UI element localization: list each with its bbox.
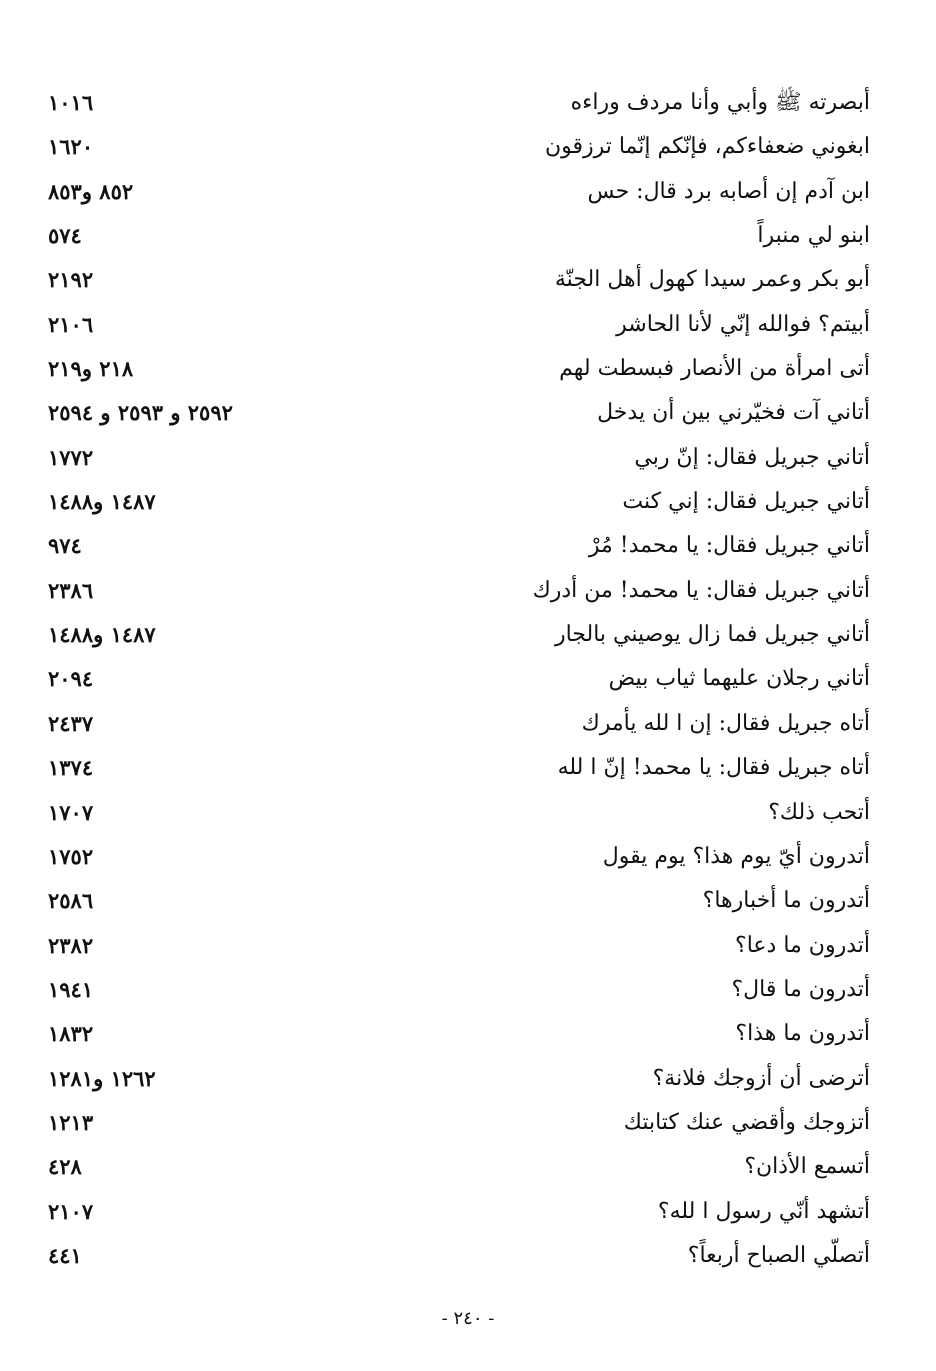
index-row: [0, 792, 936, 836]
hadith-text: أتدرون ما قال؟: [731, 976, 870, 1002]
hadith-reference: ١٩٤١: [48, 976, 94, 1002]
hadith-reference: ١٤٨٧ و١٤٨٨: [48, 489, 156, 515]
hadith-text: ابن آدم إن أصابه برد قال: حس: [587, 178, 870, 204]
index-row: [0, 1013, 936, 1057]
hadith-text: أتاني رجلان عليهما ثياب بيض: [608, 666, 870, 692]
hadith-text: أتزوجك وأقضي عنك كتابتك: [623, 1109, 870, 1135]
hadith-text: أبصرته ﷺ وأبي وأنا مردف وراءه: [570, 90, 870, 115]
index-row: [0, 614, 936, 658]
index-row: [0, 1058, 936, 1102]
hadith-reference: ١٣٧٤: [48, 755, 94, 781]
hadith-text: أتاني جبريل فقال: يا محمد! من أدرك: [532, 577, 870, 603]
index-row: [0, 437, 936, 481]
index-row: [0, 570, 936, 614]
hadith-reference: ١٧٧٢: [48, 444, 94, 470]
index-row: [0, 1235, 936, 1279]
hadith-reference: ٢٥٨٦: [48, 888, 94, 914]
hadith-reference: ٢١٠٧: [48, 1198, 94, 1224]
index-row: [0, 1102, 936, 1146]
hadith-reference: ٩٧٤: [48, 533, 82, 559]
index-row: [0, 925, 936, 969]
hadith-text: أتاه جبريل فقال: إن ا لله يأمرك: [581, 710, 870, 736]
index-row: [0, 171, 936, 215]
index-row: [0, 481, 936, 525]
hadith-reference: ٢٣٨٢: [48, 932, 94, 958]
hadith-text: أتدرون ما هذا؟: [735, 1021, 870, 1047]
hadith-text: أتدرون ما دعا؟: [735, 932, 870, 958]
hadith-index-list: [0, 82, 936, 1279]
hadith-text: أتاه جبريل فقال: يا محمد! إنّ ا لله: [557, 755, 870, 781]
hadith-text: أتاني جبريل فقال: إنّ ربي: [634, 444, 870, 470]
hadith-reference: ٢٠٩٤: [48, 666, 94, 692]
index-row: [0, 1191, 936, 1235]
hadith-reference: ٨٥٢ و٨٥٣: [48, 178, 134, 204]
hadith-text: أتاني جبريل فقال: يا محمد! مُرْ: [588, 533, 870, 559]
hadith-reference: ٢٥٩٢ و ٢٥٩٣ و ٢٥٩٤: [48, 400, 233, 426]
index-row: [0, 969, 936, 1013]
hadith-text: أتى امرأة من الأنصار فبسطت لهم: [559, 356, 870, 382]
index-row: [0, 1146, 936, 1190]
hadith-reference: ١٧٠٧: [48, 799, 94, 825]
hadith-text: أتحب ذلك؟: [768, 799, 870, 825]
hadith-reference: ١٨٣٢: [48, 1021, 94, 1047]
hadith-text: أتدرون ما أخبارها؟: [702, 888, 870, 914]
hadith-reference: ٢١٩٢: [48, 267, 94, 293]
hadith-text: أتاني آت فخيّرني بين أن يدخل: [597, 400, 870, 426]
index-row: [0, 836, 936, 880]
hadith-reference: ١٦٢٠: [48, 134, 94, 160]
hadith-text: أبيتم؟ فوالله إنّي لأنا الحاشر: [616, 311, 870, 337]
hadith-text: أترضى أن أزوجك فلانة؟: [652, 1065, 870, 1091]
index-row: [0, 304, 936, 348]
hadith-text: أتاني جبريل فقال: إني كنت: [622, 489, 870, 515]
index-row: [0, 126, 936, 170]
index-row: [0, 259, 936, 303]
hadith-text: ابنو لي منبراً: [757, 223, 870, 249]
hadith-reference: ٤٤١: [48, 1242, 82, 1268]
hadith-reference: ٥٧٤: [48, 223, 82, 249]
index-row: [0, 658, 936, 702]
hadith-reference: ١٠١٦: [48, 90, 94, 115]
hadith-reference: ٢٤٣٧: [48, 710, 94, 736]
hadith-text: أتاني جبريل فما زال يوصيني بالجار: [554, 622, 870, 648]
index-row: [0, 525, 936, 569]
hadith-reference: ٢١٨ و٢١٩: [48, 356, 134, 382]
hadith-text: أتصلّي الصباح أربعاً؟: [687, 1242, 870, 1268]
index-row: [0, 215, 936, 259]
hadith-reference: ١٢٦٢ و١٢٨١: [48, 1065, 156, 1091]
hadith-text: أتسمع الأذان؟: [744, 1154, 870, 1180]
index-row: [0, 880, 936, 924]
index-row: [0, 392, 936, 436]
index-row: [0, 703, 936, 747]
hadith-text: أبو بكر وعمر سيدا كهول أهل الجنّة: [554, 267, 870, 293]
index-row: [0, 348, 936, 392]
hadith-reference: ١٢١٣: [48, 1109, 94, 1135]
hadith-reference: ٢٣٨٦: [48, 577, 94, 603]
hadith-reference: ١٤٨٧ و١٤٨٨: [48, 622, 156, 648]
hadith-reference: ٢١٠٦: [48, 311, 94, 337]
page-number: - ٢٤٠ -: [441, 1308, 495, 1329]
index-row: [0, 747, 936, 791]
hadith-reference: ١٧٥٢: [48, 843, 94, 869]
hadith-reference: ٤٢٨: [48, 1154, 82, 1180]
hadith-text: أتدرون أيّ يوم هذا؟ يوم يقول: [602, 843, 870, 869]
hadith-text: أتشهد أنّي رسول ا لله؟: [657, 1198, 870, 1224]
index-row: [0, 82, 936, 126]
hadith-text: ابغوني ضعفاءكم، فإنّكم إنّما ترزقون: [544, 134, 870, 160]
